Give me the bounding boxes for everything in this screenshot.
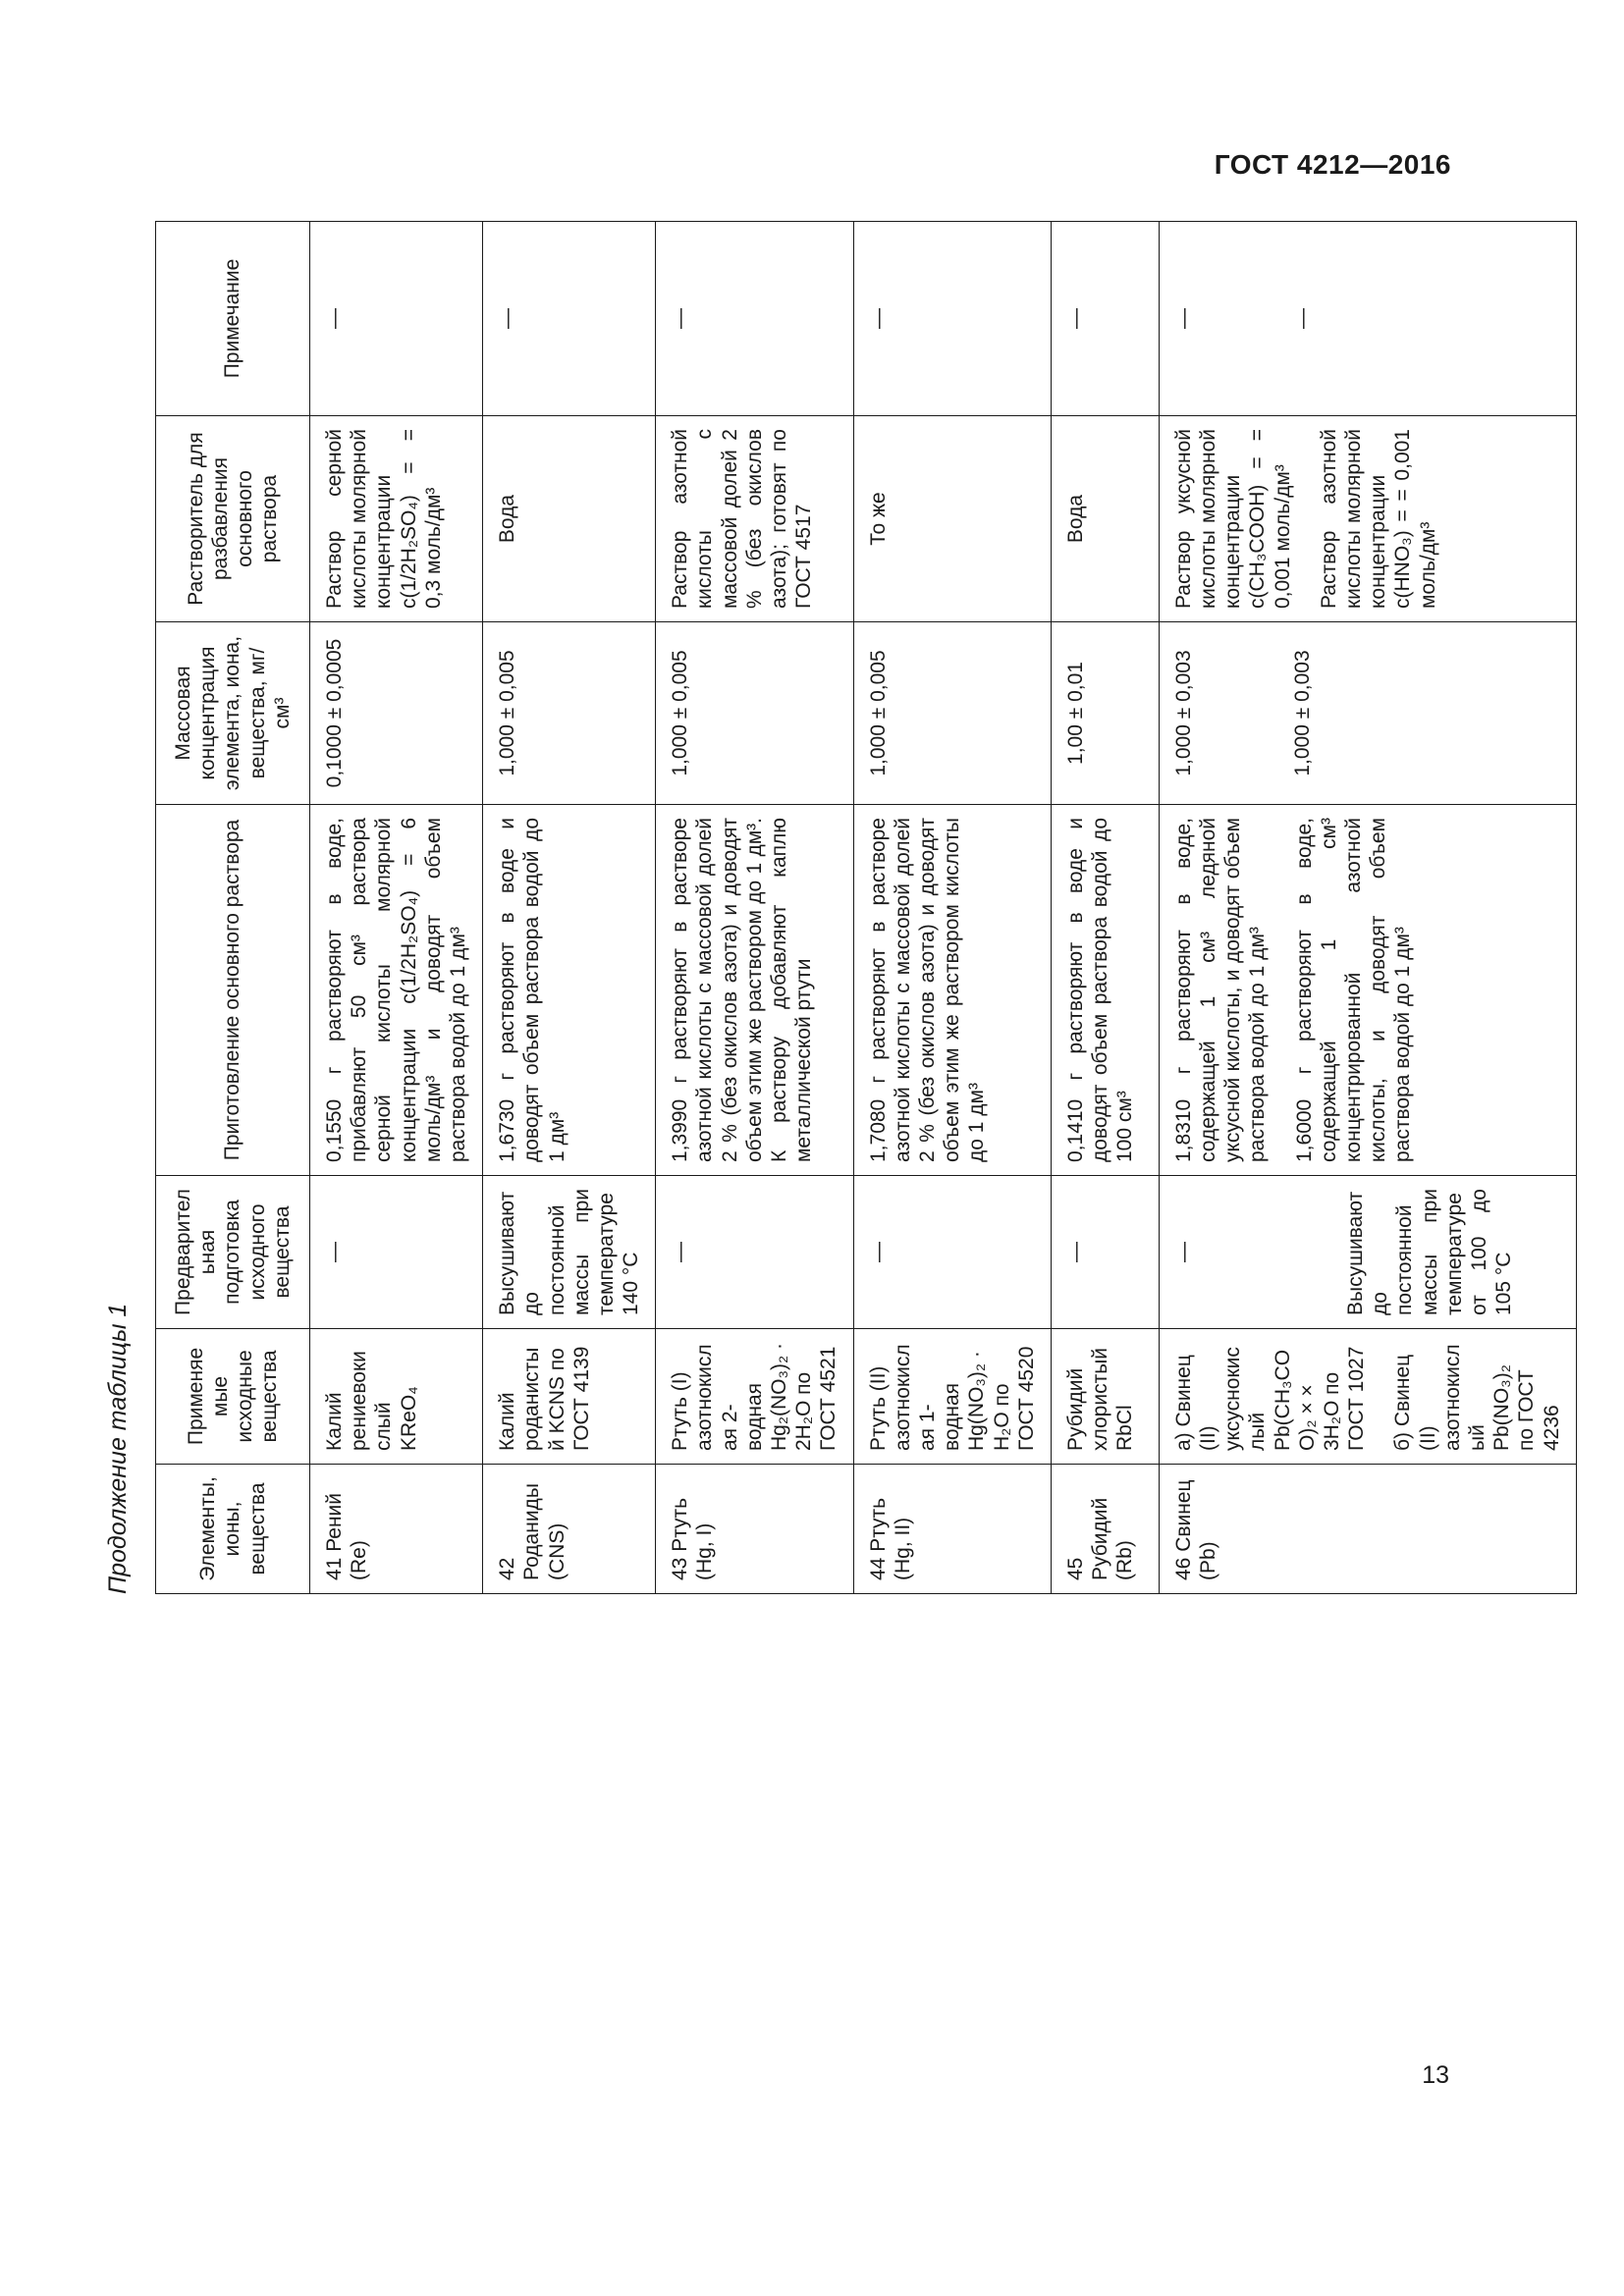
prep-cell: — <box>853 1176 1051 1329</box>
element-cell: 42 Роданиды (CNS) <box>483 1465 656 1594</box>
substance-cell: Ртуть (I) азотнокислая 2-водная Hg₂(NO₃)₂ · 2H₂O по ГОСТ 4521 <box>656 1329 853 1465</box>
solvent-part-a: Раствор уксусной кислоты молярной концентрации с(CH₃COOH) = = 0,001 моль/дм³ <box>1171 429 1294 609</box>
solvent-cell: Вода <box>1051 416 1159 622</box>
substance-part-a: а) Свинец (II) уксуснокислый Pb(CH₃COO)₂ × × 3H₂O по ГОСТ 1027 <box>1171 1346 1369 1451</box>
table-row <box>1159 222 1576 1594</box>
column-header: Примечание <box>156 222 310 416</box>
substance-cell <box>1159 1329 1576 1465</box>
prep-part-b: Высушивают до постоянной массы при температуре от 100 до 105 °С <box>1344 1189 1516 1315</box>
table-row <box>853 222 1051 1594</box>
element-cell: 44 Ртуть (Hg, II) <box>853 1465 1051 1594</box>
note-cell <box>1159 222 1576 416</box>
page-number: 13 <box>1422 2061 1449 2089</box>
solution-cell: 0,1410 г растворяют в воде и доводят объем раствора водой до 100 см³ <box>1051 805 1159 1176</box>
note-part-b: — <box>1291 308 1315 329</box>
table-header-row <box>156 222 310 1594</box>
concentration-cell: 1,000 ± 0,005 <box>656 622 853 805</box>
table-continuation-label: Продолжение таблицы 1 <box>104 1303 132 1594</box>
column-header: Применяемые исходные вещества <box>156 1329 310 1465</box>
solution-cell: 1,6730 г растворяют в воде и доводят объем раствора водой до 1 дм³ <box>483 805 656 1176</box>
substance-cell: Калий роданистый KCNS по ГОСТ 4139 <box>483 1329 656 1465</box>
solution-cell: 1,7080 г растворяют в растворе азотной кислоты с массовой долей 2 % (без окислов азота) и доводят объем этим же раствором кислоты до 1 дм³ <box>853 805 1051 1176</box>
substance-part-b: б) Свинец (II) азотнокислый Pb(NO₃)₂ по ГОСТ 4236 <box>1391 1344 1563 1451</box>
prep-part-a: — <box>1171 1242 1195 1262</box>
note-cell: — <box>483 222 656 416</box>
prep-cell: — <box>310 1176 483 1329</box>
concentration-cell: 1,000 ± 0,005 <box>853 622 1051 805</box>
solution-cell: 1,3990 г растворяют в растворе азотной кислоты с массовой долей 2 % (без окислов азота) и доводят объем этим же раствором до 1 дм³. К раствору добавляют каплю металлической ртути <box>656 805 853 1176</box>
element-cell: 46 Свинец (Pb) <box>1159 1465 1576 1594</box>
document-header: ГОСТ 4212—2016 <box>1214 149 1451 180</box>
solvent-cell: Раствор серной кислоты молярной концентрации с(1/2H₂SO₄) = = 0,3 моль/дм³ <box>310 416 483 622</box>
note-cell: — <box>1051 222 1159 416</box>
solvent-cell: Раствор азотной кислоты с массовой долей 2 % (без окислов азота); готовят по ГОСТ 4517 <box>656 416 853 622</box>
reagents-table <box>155 221 1577 1594</box>
note-cell: — <box>853 222 1051 416</box>
note-cell: — <box>310 222 483 416</box>
solvent-cell <box>1159 416 1576 622</box>
concentration-part-b: 1,000 ± 0,003 <box>1291 650 1315 776</box>
solution-cell: 0,1550 г растворяют в воде, прибавляют 50 см³ раствора серной кислоты молярной концентрации с(1/2H₂SO₄) = 6 моль/дм³ и доводят объем раствора водой до 1 дм³ <box>310 805 483 1176</box>
table-row <box>1051 222 1159 1594</box>
table-row <box>656 222 853 1594</box>
prep-cell: — <box>656 1176 853 1329</box>
note-cell: — <box>656 222 853 416</box>
element-cell: 43 Ртуть (Hg, I) <box>656 1465 853 1594</box>
solvent-cell: Вода <box>483 416 656 622</box>
concentration-cell: 1,000 ± 0,005 <box>483 622 656 805</box>
column-header: Предварительная подготовка исходного вещества <box>156 1176 310 1329</box>
element-cell: 41 Рений (Re) <box>310 1465 483 1594</box>
prep-cell: Высушивают до постоянной массы при температуре 140 °С <box>483 1176 656 1329</box>
element-cell: 45 Рубидий (Rb) <box>1051 1465 1159 1594</box>
column-header: Массовая концентрация элемента, иона, вещества, мг/см³ <box>156 622 310 805</box>
concentration-cell <box>1159 622 1576 805</box>
solution-part-b: 1,6000 г растворяют в воде, содержащей 1 см³ концентрированной азотной кислоты, и доводят объем раствора водой до 1 дм³ <box>1292 818 1415 1162</box>
prep-cell <box>1159 1176 1576 1329</box>
rotated-table-area <box>104 222 1563 1594</box>
concentration-cell: 0,1000 ± 0,0005 <box>310 622 483 805</box>
solution-cell <box>1159 805 1576 1176</box>
concentration-part-a: 1,000 ± 0,003 <box>1171 650 1195 776</box>
note-part-a: — <box>1171 308 1195 329</box>
prep-cell: — <box>1051 1176 1159 1329</box>
solvent-part-b: Раствор азотной кислоты молярной концентрации с(HNO₃) = = 0,001 моль/дм³ <box>1317 429 1439 609</box>
solvent-cell: То же <box>853 416 1051 622</box>
substance-cell: Рубидий хлористый RbCl <box>1051 1329 1159 1465</box>
table-row <box>310 222 483 1594</box>
concentration-cell: 1,00 ± 0,01 <box>1051 622 1159 805</box>
substance-cell: Ртуть (II) азотнокислая 1-водная Hg(NO₃)₂ · H₂O по ГОСТ 4520 <box>853 1329 1051 1465</box>
table-row <box>483 222 656 1594</box>
solution-part-a: 1,8310 г растворяют в воде, содержащей 1 см³ ледяной уксусной кислоты, и доводят объем раствора водой до 1 дм³ <box>1171 818 1270 1162</box>
column-header: Элементы, ионы, вещества <box>156 1465 310 1594</box>
column-header: Приготовление основного раствора <box>156 805 310 1176</box>
column-header: Растворитель для разбавления основного раствора <box>156 416 310 622</box>
substance-cell: Калий рениевокислый KReO₄ <box>310 1329 483 1465</box>
